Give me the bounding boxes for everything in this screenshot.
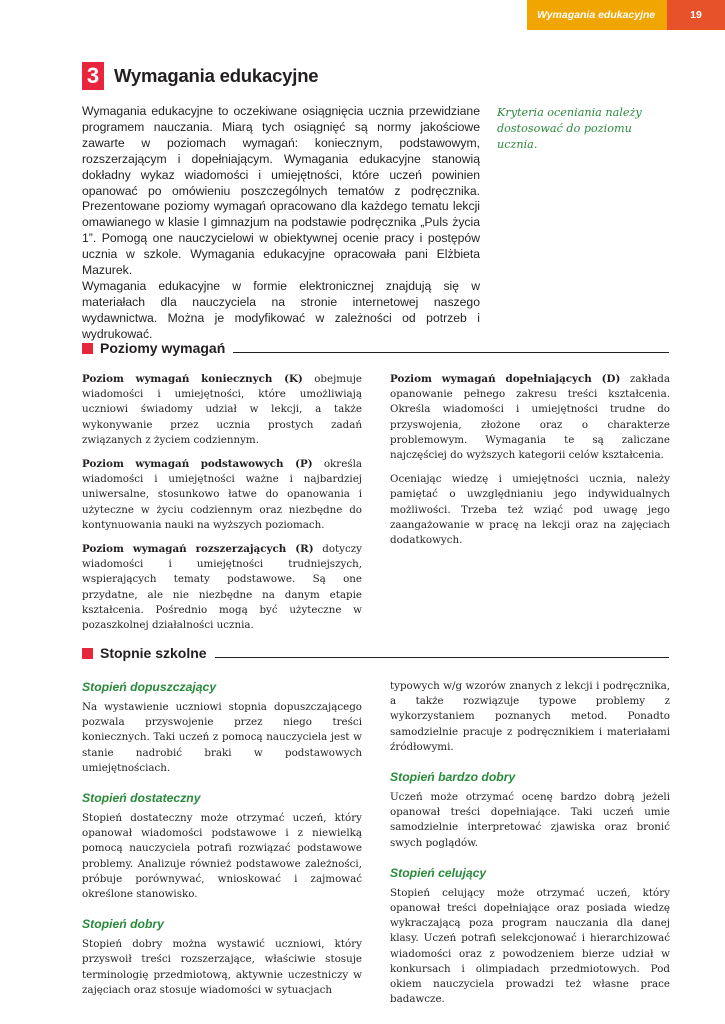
level-term: Poziom wymagań dopełniających (D) xyxy=(390,373,621,385)
level-item xyxy=(82,457,362,533)
grades-column-right xyxy=(390,679,670,1021)
grade-text: Stopień dostateczny może otrzymać uczeń, który opanował wiadomości podstawowe i z niewielką pomocą nauczyciela potrafi rozwiązać podstawowe problemy. Analizuje również podstawowe zależności, próbuje porównywać, wnioskować i zajmować określone stanowisko. xyxy=(82,812,362,901)
grade-title: Stopień celujący xyxy=(390,865,487,880)
intro-text xyxy=(82,104,480,343)
section-rule xyxy=(233,352,669,353)
grades-column-left xyxy=(82,679,362,1004)
chapter-heading xyxy=(82,62,318,90)
grade-text: Stopień dobry można wystawić uczniowi, który przyswoił treści rozszerzające, właściwie stosuje terminologię przedmiotową, aktywnie uczestniczy w zajęciach oraz stosuje wiadomości w sytuacjach xyxy=(82,938,362,996)
level-term: Poziom wymagań podstawowych (P) xyxy=(82,458,313,471)
running-title: Wymagania edukacyjne xyxy=(537,9,656,21)
grade-title: Stopień bardzo dobry xyxy=(390,770,516,785)
page-number: 19 xyxy=(690,9,702,21)
levels-column-right xyxy=(390,372,670,557)
running-header xyxy=(527,0,725,30)
grade-title: Stopień dopuszczający xyxy=(82,680,217,694)
grade-block xyxy=(82,790,362,902)
section-marker-icon xyxy=(82,648,93,659)
chapter-title: Wymagania edukacyjne xyxy=(114,65,319,86)
grade-block-continued xyxy=(390,679,670,755)
grade-text: Uczeń może otrzymać ocenę bardzo dobrą jeżeli opanował treści dopełniające. Taki uczeń umie samodzielnie interpretować zjawiska oraz bronić swych poglądów. xyxy=(390,791,670,849)
level-item xyxy=(82,542,362,633)
page-number-box xyxy=(667,0,725,30)
grade-text: Na wystawienie uczniowi stopnia dopuszczającego pozwala przyswojenie przez niego treści koniecznych. Taki uczeń z pomocą nauczyciela jest w stanie nadrobić braki w podstawowych umiejętnościach. xyxy=(82,701,362,774)
section-rule xyxy=(215,657,669,658)
grade-title: Stopień dobry xyxy=(82,917,164,932)
level-text: określa wiadomości i umiejętności ważne i najbardziej uniwersalne, stosunkowo łatwe do opanowania i użyteczne w życiu codziennym oraz niezbędne do kontynuowania nauki na wyższych poziomach. xyxy=(82,458,362,531)
level-item xyxy=(390,372,670,463)
grade-block xyxy=(390,865,670,1008)
grade-text: typowych w/g wzorów znanych z lekcji i podręcznika, a także rozwiązuje typowe problemy z wykorzystaniem poznanych metod. Ponadto samodzielnie pracuje z podręcznikiem i materiałami źródłowymi. xyxy=(390,680,670,753)
grade-title: Stopień dostateczny xyxy=(82,791,201,806)
section-heading-levels xyxy=(82,340,669,356)
level-text: obejmuje wiadomości i umiejętności, które umożliwiają uczniowi świadomy udział w lekcji, a także wykonywanie przez ucznia prostych zadań związanych z życiem codziennym. xyxy=(82,373,362,446)
grade-block xyxy=(82,916,362,1004)
level-text: zakłada opanowanie pełnego zakresu treści kształcenia. Określa wiadomości i umiejętności trudne do przyswojenia, złożone oraz o charakterze problemowym. Wymagania te są zaliczane najczęściej do wyższych kategorii celów kształcenia. xyxy=(390,373,670,462)
level-term: Poziom wymagań koniecznych (K) xyxy=(82,373,303,385)
grade-block xyxy=(82,679,362,776)
section-marker-icon xyxy=(82,343,93,354)
grade-block xyxy=(390,769,670,851)
chapter-number: 3 xyxy=(82,62,104,90)
intro-paragraph: Wymagania edukacyjne w formie elektronicznej znajdują się w materiałach dla nauczyciela na stronie internetowej naszego wydawnictwa. Można je modyfikować w zależności od potrzeb i wydrukować. xyxy=(82,278,480,341)
levels-column-left xyxy=(82,372,362,642)
intro-paragraph: Wymagania edukacyjne to oczekiwane osiągnięcia ucznia przewidziane programem nauczania. Miarą tych osiągnięć są normy jakościowe zawarte w poziomach wymagań: koniecznym, podstawowym, rozszerzającym i dopełniającym. Wymagania edukacyjne stanowią dokładny wykaz wiadomości i umiejętności, które uczeń powinien opanować po omówieniu poszczególnych tematów z podręcznika. Prezentowane poziomy wymagań opracowano dla każdego tematu lekcji omawianego w klasie I gimnazjum na podstawie podręcznika „Puls życia 1”. Pomogą one nauczycielowi w obiektywnej ocenie pracy i postępów ucznia w szkole. Wymagania edukacyjne opracowała pani Elżbieta Mazurek. xyxy=(82,104,480,278)
grade-text: Stopień celujący może otrzymać uczeń, który opanował treści dopełniające oraz posiada wiedzę wykraczającą poza program nauczania dla danej klasy. Uczeń potrafi selekcjonować i hierarchizować wiadomości oraz z powodzeniem bierze udział w konkursach i olimpiadach przedmiotowych. Pod okiem nauczyciela prowadzi też własne prace badawcze. xyxy=(390,886,670,1006)
section-heading-grades xyxy=(82,645,669,661)
level-term: Poziom wymagań rozszerzających (R) xyxy=(82,543,314,556)
margin-note: Kryteria oceniania należy dostosować do poziomu ucznia. xyxy=(497,106,642,151)
level-item xyxy=(82,372,362,448)
section-title: Stopnie szkolne xyxy=(100,645,207,661)
level-text: dotyczy wiadomości i umiejętności trudniejszych, wspierających tematy podstawowe. Są one przydatne, ale nie niezbędne na danym etapie kształcenia. Pośrednio mogą być użyteczne w pozaszkolnej działalności ucznia. xyxy=(82,543,363,632)
levels-closing: Oceniając wiedzę i umiejętności ucznia, należy pamiętać o uwzględnianiu jego indywidualnych możliwości. Trzeba też wziąć pod uwagę jego zaangażowanie w pracę na lekcji oraz na zajęciach dodatkowych. xyxy=(390,473,670,547)
section-title: Poziomy wymagań xyxy=(100,340,226,356)
